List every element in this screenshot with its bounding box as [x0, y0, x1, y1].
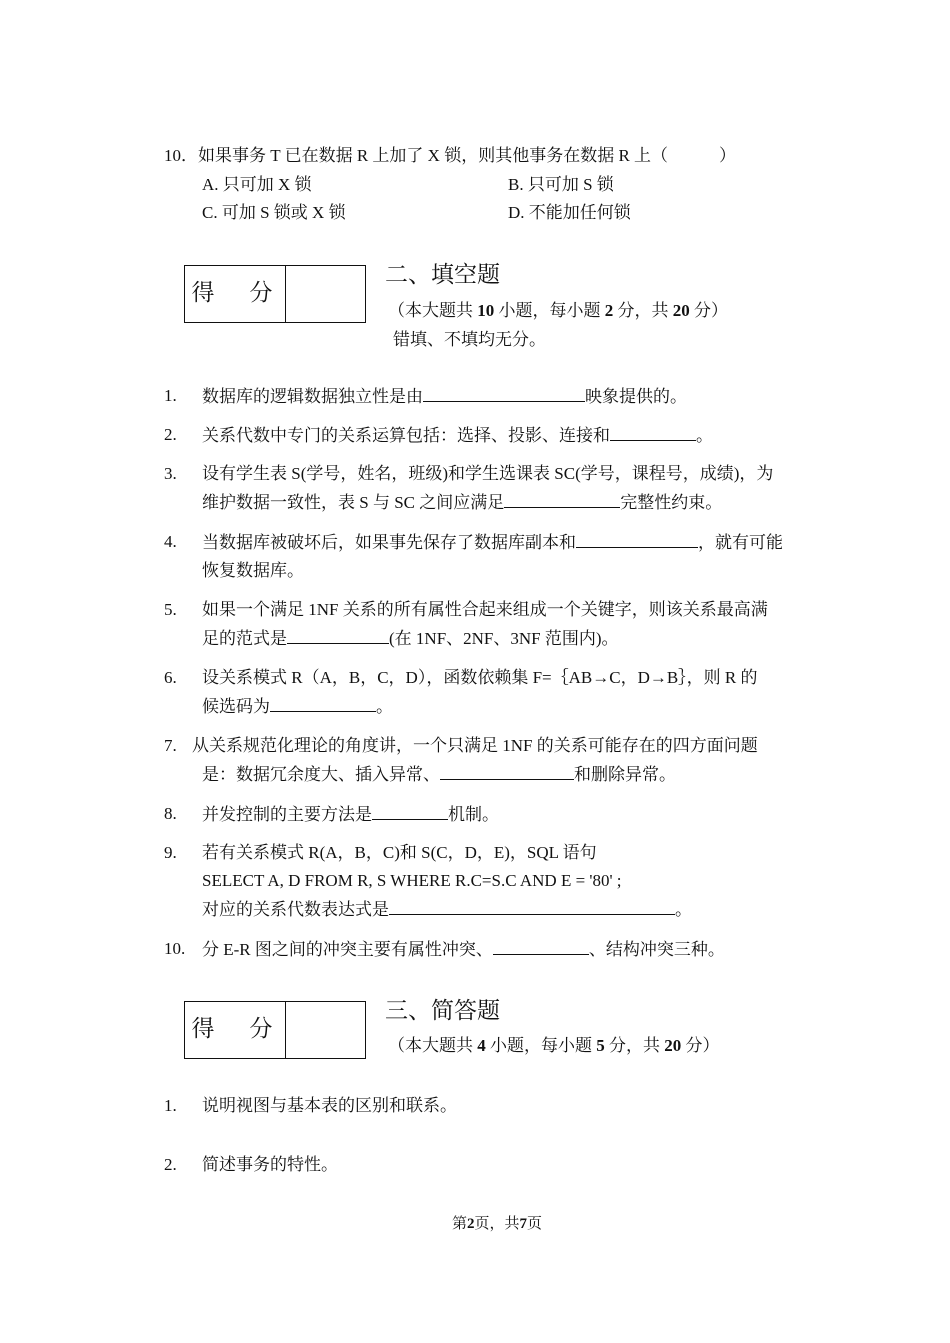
q10-stem: 10．如果事务 T 已在数据 R 上加了 X 锁，则其他事务在数据 R 上（ ） [164, 146, 737, 165]
fill-q2: 2. 关系代数中专门的关系运算包括：选择、投影、连接和 。 [164, 421, 713, 450]
section2-note2: 错填、不填均无分。 [393, 330, 546, 349]
q10-option-c: C. 可加 S 锁或 X 锁 [202, 203, 346, 222]
score-box-section2 [184, 265, 366, 323]
section3-note: （本大题共 4 小题，每小题 5 分，共 20 分） [388, 1036, 720, 1055]
fill-q3: 3. 设有学生表 S(学号，姓名，班级)和学生选课表 SC(学号，课程号，成绩)，为 维护数据一致性，表 S 与 SC 之间应满足 完整性约束。 [164, 464, 774, 512]
fill-q6: 6. 设关系模式 R（A，B，C，D），函数依赖集 F=｛AB→C，D→B｝，则 R 的 候选码为 。 [164, 668, 758, 716]
page-footer: 第2页，共7页 [452, 1216, 543, 1232]
section2-title: 二、填空题 [385, 262, 500, 288]
q10-option-b: B. 只可加 S 锁 [508, 175, 614, 194]
fill-q7: 7. 从关系规范化理论的角度讲，一个只满足 1NF 的关系可能存在的四方面问题 是：数据冗余度大、插入异常、 和删除异常。 [164, 736, 758, 784]
score-label: 得 分 [185, 1002, 286, 1058]
short-answer-q1: 1. 说明视图与基本表的区别和联系。 [164, 1096, 457, 1115]
q10-option-d: D. 不能加任何锁 [508, 203, 631, 222]
section2-note: （本大题共 10 小题，每小题 2 分，共 20 分） [388, 301, 728, 320]
q10-option-a: A. 只可加 X 锁 [202, 175, 312, 194]
score-label: 得 分 [185, 266, 286, 322]
fill-q8: 8. 并发控制的主要方法是 机制。 [164, 800, 499, 829]
fill-q4: 4. 当数据库被破坏后，如果事先保存了数据库副本和 ，就有可能 恢复数据库。 [164, 528, 783, 585]
fill-q5: 5. 如果一个满足 1NF 关系的所有属性合起来组成一个关键字，则该关系最高满 足的范式是 (在 1NF、2NF、3NF 范围内)。 [164, 600, 768, 648]
section3-title: 三、简答题 [385, 998, 500, 1024]
fill-q10: 10. 分 E-R 图之间的冲突主要有属性冲突、 、结构冲突三种。 [164, 935, 725, 964]
short-answer-q2: 2. 简述事务的特性。 [164, 1155, 338, 1174]
score-box-section3 [184, 1001, 366, 1059]
fill-q1: 1. 数据库的逻辑数据独立性是由 映象提供的。 [164, 382, 687, 411]
fill-q9: 9. 若有关系模式 R(A，B，C)和 S(C，D，E)，SQL 语句 SELECT A, D FROM R, S WHERE R.C=S.C AND E = '80' ; 对应的关系代数表达式是 。 [164, 843, 692, 919]
